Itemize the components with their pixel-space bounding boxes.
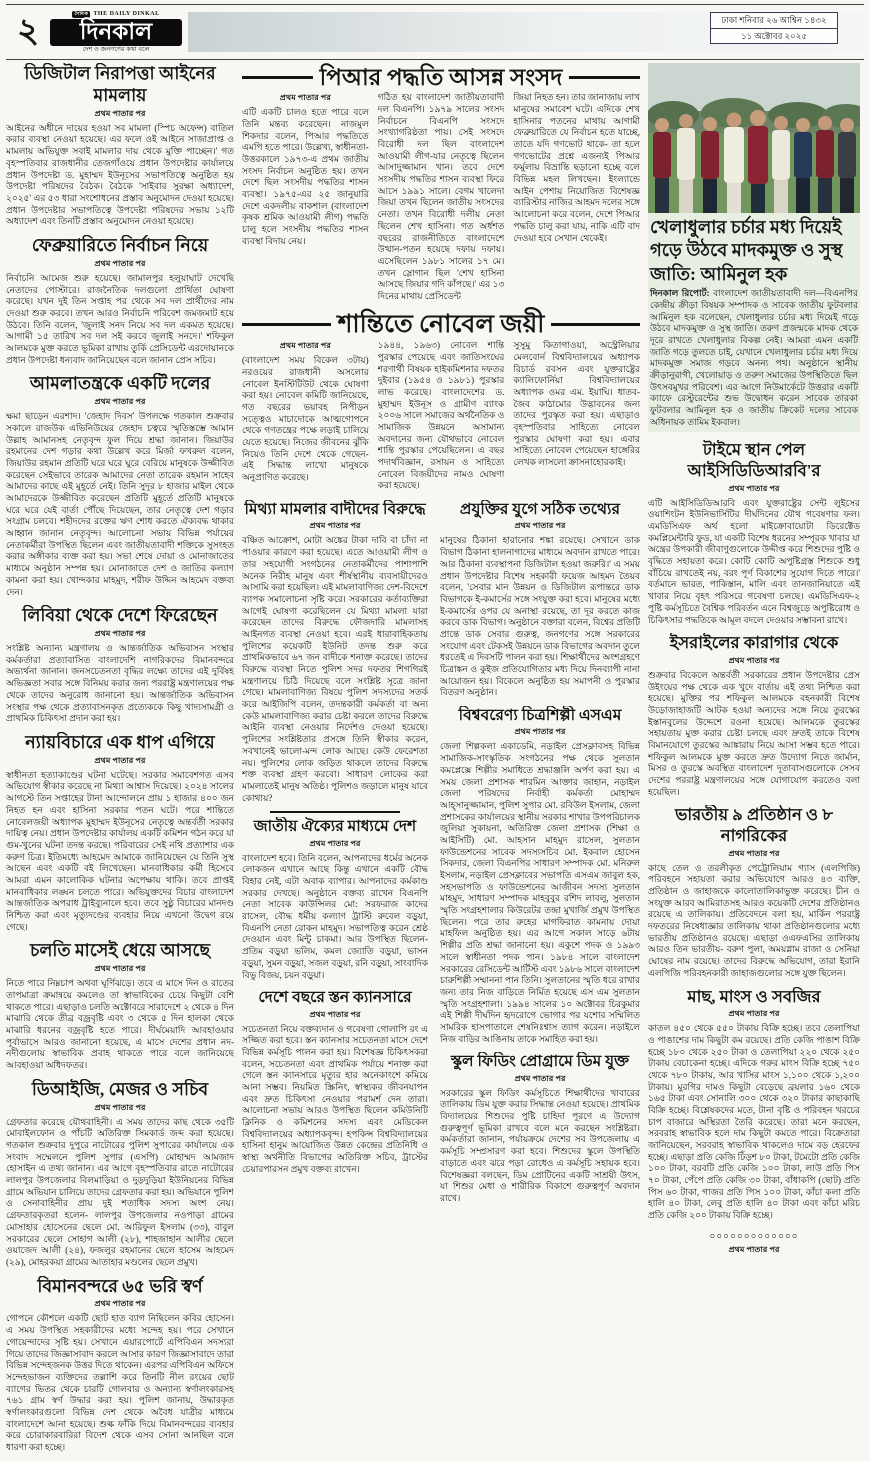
banner-headline bbox=[242, 311, 640, 339]
continued-from-page-one: প্রথম পাতার পর bbox=[309, 521, 361, 531]
column-footer bbox=[648, 1229, 860, 1257]
article-body: এটি আইসিডিডিআরবি এবং যুক্তরাষ্ট্রের সেন্ট লুইসের ওয়াশিংটন ইউনিভার্সিটির দীর্ঘদিনের যৌথ গবেষণার ফল। এমডিসিএফ অর্থ হলো মাইক্রোবায়োটা ডিরেক্টেড কমপ্লিমেন্টারি ফুড, যা একটি বিশেষ ধরনের সম্পূরক খাবার যা অন্ত্রের উপকারী জীবাণুগুলোকে উদ্দীপ্ত করে শিশুদের পুষ্টি ও বৃদ্ধিতে সহায়তা করে। কোটি কোটি অপুষ্টিগ্রস্ত শিশুকে শুধু বাঁচিয়ে রাখতেই নয়, বরং পূর্ণ বিকাশের সুযোগ দিতে পারে।' বর্তমানে ভারত, পাকিস্তান, মালি এবং তানজানিয়াতে এই খাবার নিয়ে বৃহৎ পরিসরে গবেষণা চলছে। এমডিসিএফ-২ পুষ্টি কর্মসূচিতে বৈশ্বিক পরিবর্তন এনে বিশ্বজুড়ে অপুষ্টিরোধ ও চিকিৎসার পদ্ধতিকে আমূল বদলে দেওয়ার সম্ভাবনা রাখে। bbox=[648, 497, 860, 625]
article-airport-gold bbox=[6, 1276, 234, 1454]
three-column-body bbox=[242, 340, 640, 492]
left-column bbox=[6, 63, 234, 1461]
continued-from-page-one: প্রথম পাতার পর bbox=[279, 341, 331, 351]
continued-from-page-one: প্রথম পাতার পর bbox=[94, 258, 146, 268]
article-body: বঞ্চিত আক্রোশ, মোটা অঙ্কের টাকা দাবি বা চাঁদা না পাওয়ার কারণে করা হয়েছে। এতে আওয়ামী লীগ ও তার সহযোগী সংগঠনের নেতাকর্মীদের পাশাপাশি অনেক নিরীহ মানুষ এবং শীর্ষস্থানীয় ব্যবসায়ীদেরও আসামি করা হয়েছিল। এই মামলাবাণিজ্য দেশ-বিদেশে ব্যাপক সমালোচনা সৃষ্টি করে। সরকারের কর্তাব্যক্তিরা আগেই ঘোষণা করেছিলেন যে মিথ্যা মামলা যারা করেছেন তাদের বিরুদ্ধে ফৌজদারি মামলাসহ আইনগত ব্যবস্থা নেওয়া হবে। এরই ধারাবাহিকতায় পুলিশের কয়েকটি ইউনিট তদন্ত শুরু করে প্রাথমিকভাবে ৬৭ জন বাদীকে শনাক্ত করেছে। তাদের বিরুদ্ধে ব্যবস্থা নিতে পুলিশ সদর দফতর শিগগিরই মন্ত্রণালয়ে চিঠি দিয়েছে বলে সংশ্লিষ্ট সূত্রে জানা গেছে। মামলাবাণিজ্য বিষয়ে পুলিশ সদস্যদের সতর্ক করে আইজিপি বলেন, তদন্তকারী কর্মকর্তা বা অন্য কেউ মামলাবাণিজ্য করার চেষ্টা করলে তাদের বিরুদ্ধে আইনি ব্যবস্থা নেওয়ার নির্দেশও দেওয়া হয়েছে। পুলিশের সংশ্লিষ্টতার প্রসঙ্গে তিনি স্বীকার করেন, সবখানেই ভালো-মন্দ লোক আছে। কেউ ফেরেশতা নয়। পুলিশের লোক জড়িত থাকলে তাদের বিরুদ্ধে শক্ত ব্যবস্থা গ্রহণ করবো। সাধারণ লোকের করা মামলাতেই মানুষ অতিষ্ঠ। পুলিশও জড়ালে মানুষ যাবে কোথায়? bbox=[242, 535, 428, 803]
continued-from-page-one: প্রথম পাতার পর bbox=[279, 93, 331, 103]
article-bureaucracy-party bbox=[6, 373, 234, 598]
article-headline: প্রযুক্তির যুগে সঠিক তথ্যের bbox=[459, 501, 621, 519]
article-headline: স্কুল ফিডিং প্রোগ্রামে ডিম যুক্ত bbox=[450, 1053, 630, 1071]
article-headline: ফেব্রুয়ারিতে নির্বাচন নিয়ে bbox=[31, 234, 209, 255]
three-column-body bbox=[242, 92, 640, 302]
headline-rule-right bbox=[569, 76, 640, 79]
reporter-credit: দিনকাল রিপোর্ট: bbox=[650, 288, 710, 299]
article-headline: আমলাতন্ত্রকে একটি দলের bbox=[29, 373, 211, 394]
article-headline: জাতীয় ঐক্যের মাধ্যমে দেশ bbox=[253, 818, 417, 836]
continued-from-page-one: প্রথম পাতার পর bbox=[514, 727, 566, 737]
article-dig-major-secretary bbox=[6, 1079, 234, 1269]
headline-rule-left bbox=[242, 76, 313, 79]
article-cyclone-coming bbox=[6, 940, 234, 1071]
center-left-subcolumn bbox=[242, 500, 428, 1212]
article-body: গ্রেফতার করেছে যৌথবাহিনী। এ সময় তাদের কাছ থেকে ৩৫টি মোবাইলফোন ও পাঁচটি অতিরিক্ত সিমকার্ড জব্দ করা হয়েছে। গতকাল শুক্রবার দুপুরে নাটোরের পুলিশ সুপারের কার্যালয়ে এক সংবাদ সম্মেলনে পুলিশ সুপার (এসপি) মোহাম্মদ আমজাদ হোসাইন এ তথ্য জানান। এর আগে বৃহস্পতিবার রাতে নাটোরের লালপুর উপজেলার বিলমাড়িয়া ও দুড়দুড়িয়া ইউনিয়নের বিভিন্ন গ্রামে অভিযান চালিয়ে তাদের গ্রেফতার করা হয়। অভিযানে পুলিশ ও সেনাবাহিনীর প্রায় দুই শতাধিক সদস্য অংশ নেয়। গ্রেফতারকৃতরা হলেন- লালপুর উপজেলার নওপাড়া গ্রামের মোসাহার হোসেনের ছেলে মো. আরিফুল ইসলাম (৩৩), বাবুল সরকারের ছেলে সোহাগ আলী (২৮), শাহজাহান আলীর ছেলে ওয়াজেদ আলী (২৪), ফজলুর রহমানের ছেলে হাসেম আহমেদ (২৯), মোহরকয়া গ্রামের আতাহার মণ্ডলের ছেলে প্রমুখ। bbox=[6, 1116, 234, 1267]
logo-english-line bbox=[50, 11, 182, 18]
article-returned-from-libya bbox=[6, 605, 234, 725]
article-body: কাছে তেল ও তরলীকৃত পেট্রোলিয়াম গ্যাস (এলপিজি) পরিবহনে সহায়তা করার অভিযোগে আরও ৪৩ ব্যক্তি, প্রতিষ্ঠান ও জাহাজকে কালোতালিকাভুক্ত করেছে। চীন ও সংযুক্ত আরব আমিরাতসহ আরও কয়েকটি দেশের প্রতিষ্ঠানও রয়েছে এ তালিকায়। প্রতিবেদনে বলা হয়, মার্কিন পররাষ্ট্র দফতরের নিষেধাজ্ঞার তালিকায় থাকা প্রতিষ্ঠানগুলোর মধ্যে ভারতীয় প্রতিষ্ঠানও রয়েছে। এছাড়া ওএফএসির তালিকায় আরও তিন ভারতীয়- বরুণ পুলা, অময়গ্লাম রাজা ও সেনিয়া ঘোষের নাম রয়েছে। তাদের বিরুদ্ধে অভিযোগ, তারা ইরানি এলপিজি পরিবহনকারী জাহাজগুলোর সঙ্গে যুক্ত ছিলেন। bbox=[648, 862, 860, 978]
article-headline: খেলাধুলার চর্চার মধ্য দিয়েই গড়ে উঠবে মাদকমুক্ত ও সুস্থ জাতি: আমিনুল হক bbox=[650, 217, 843, 284]
article-body-col1: এটি একটি চালও হতে পারে বলে তিনি মন্তব্য করেছেন। নাজমুল শিকদার বলেন, পিআর পদ্ধতিতে এমপি হতে পারে। উল্লেখ্য, স্বাধীনতা-উত্তরকালে ১৯৭৩-এ প্রথম জাতীয় সংসদ নির্বাচন অনুষ্ঠিত হয়। তখন দেশে ছিল সংসদীয় পদ্ধতির শাসন ব্যবস্থা। ১৯৭৫-এর ২৫ জানুয়ারি দেশে একদলীয় বাকশাল (বাংলাদেশ কৃষক শ্রমিক আওয়ামী লীগ) পদ্ধতি চালু হলে সংসদীয় পদ্ধতির শাসন ব্যবস্থা বিদায় নেয়। bbox=[242, 107, 369, 246]
article-body-col2: গঠিত হয় বাংলাদেশ জাতীয়তাবাদী দল বিএনপি। ১৯৭৯ সালের সংসদ নির্বাচনে বিএনপি সংসদে সংখ্যাগরিষ্ঠতা পায়। সেই সংসদে বিরোধী দল ছিল বাংলাদেশ আওয়ামী লীগ-যার নেতৃত্বে ছিলেন আসাদুজ্জামান খান। তবে দেশে সংসদীয় পদ্ধতির শাসন ব্যবস্থা ফিরে আসে ১৯৯১ সালে। বেগম খালেদা জিয়া তখন ছিলেন জাতীয় সংসদের নেতা। তখন বিরোধী দলীয় নেতা ছিলেন শেখ হাসিনা। গত অর্ধশত বছরের রাজনীতিতে বাংলাদেশে উত্থান-পতন হয়েছে দফায় দফায়। এসেছিলেন ১৯৮১ সালের ১৭ মে। তখন স্লোগান ছিল 'শেখ হাসিনা আসছে জিয়ার গদি কাঁপছে।' এর ১৩ দিনের মাথায় প্রেসিডেন্ট bbox=[377, 92, 505, 301]
article-body: স্বাধীনতা হত্যাকাণ্ডের ঘটনা ঘটেছে। সরকার সমাবেশগত এসব অভিযোগ স্বীকার করেছে না মিথ্যা আশ্বাস দিয়েছে। ২০২৪ সালের আগস্টে তিন সপ্তাহের টানা আন্দোলনে প্রায় ১ হাজার ৪০০ জন নিহত হন এবং হাসিনা সরকার পতন ঘটে। পরে শান্তিতে নোবেলজয়ী অধ্যাপক মুহাম্মদ ইউনূসের নেতৃত্বে অন্তর্বর্তী সরকার দায়িত্ব নেয়। প্রধান উপদেষ্টার কার্যালয় একটি কমিশন গঠন করে যা গুম-খুনের ঘটনা তদন্ত করছে। পরিবারের সেই নথি প্রত্যাশার এক করুণ চিত্র। ইতিমধ্যে আহমেদ আমাকে জানিয়েছেন যে তিনি সুস্থ আছেন এবং একটি বই লিখেছেন। মানবাধিকার কর্মী হিসেবে আমরা এমন কালোকিক ঘটনার অপেক্ষায় থাকি। তবে প্রাপ্তই মানবাধিকার লঙ্ঘন চলতে পারে। অভিযুক্তদের বিচার বাংলাদেশ আন্তর্জাতিক অপরাধ ট্রাইব্যুনালে হবে। তবে সুষ্ঠু বিচারের মানদণ্ড নিশ্চিত করা এবং মৃত্যুদণ্ডের ব্যবহার নিয়ে এখনো উদ্বেগ রয়ে গেছে। bbox=[6, 769, 234, 932]
article-body-col3: জিয়া নিহত হন। তার জানাজায় লাখ মানুষের সমাবেশ ঘটে। এদিকে শেখ হাসিনার পতনের মাথায় আগামী ফেব্রুয়ারিতে যে নির্বাচন হতে যাচ্ছে, তাতে যদি গণভোট থাকে- তা হলে গণভোটের প্রশ্নে এজন্যই পিআর ফর্মুলায় বিভ্রান্তি ছড়ানো হচ্ছে বলে বিভিন্ন মহল লিখছেন। ইংল্যান্ডে আইন পেশায় নিয়োজিত বিশেষজ্ঞ ব্যারিস্টার নাজির আহমদ দলের সঙ্গে আলোচনা করে বলেন, দেশে পিআর পদ্ধতি চালু করা যায়, নাকি এটি বাদ দেওয়া হবে সেখান থেকেই। bbox=[513, 92, 641, 243]
article-headline: লিবিয়া থেকে দেশে ফিরেছেন bbox=[22, 605, 218, 626]
article-israeli-prison-release bbox=[648, 633, 860, 798]
article-body: বাংলাদেশ জাতীয়তাবাদী দল—বিএনপির কেন্দ্রীয় ক্রীড়া বিষয়ক সম্পাদক ও সাবেক জাতীয় ফুটবলার আমিনুল হক বলেছেন, খেলাধুলার চর্চার মধ্য দিয়েই গড়ে উঠবে মাদকমুক্ত ও সুস্থ জাতি। তরুণ প্রজন্মকে মাদক থেকে দূরে রাখতে খেলাধুলার বিকল্প নেই। আমরা এমন একটি জাতি গড়ে তুলতে চাই, যেখানে খেলাধুলার চর্চার মধ্য দিয়ে মাদকমুক্ত সমাজ গড়বে অনন্য পথ। অনুষ্ঠানে স্থানীয় ক্রীড়ানুরাগী, খেলোয়াড় ও তরুণ সমাজের উপস্থিতিতে ছিল উৎসবমুখর পরিবেশ। এর আগে নিউমার্কেটে উত্তরার একটি ক্যাফে রেস্টুরেন্টের শুভ উদ্বোধন করেন সাবেক তারকা ফুটবলার আমিনুল হক ও জাতীয় ক্রিকেট দলের সাবেক অধিনায়ক তামিম ইকবাল। bbox=[650, 288, 858, 427]
continued-from-page-one: প্রথম পাতার পর bbox=[309, 1009, 361, 1019]
article-digital-security-act bbox=[6, 63, 234, 228]
article-headline: ভারতীয় ৯ প্রতিষ্ঠান ও ৮ নাগরিকের bbox=[675, 805, 833, 846]
article-false-case-plaintiffs bbox=[242, 500, 428, 804]
continued-from-page-one: প্রথম পাতার পর bbox=[728, 1009, 780, 1019]
article-body: কাতল ৪৫০ থেকে ৫৫০ টাকায় বিক্রি হচ্ছে। তবে তেলাপিয়া ও পাঙাশের দাম কিছুটা কম রয়েছে। প্রতি কেজি পাঙাশ বিক্রি হচ্ছে ১৮০ থেকে ২৫০ টাকা ও তেলাপিয়া ২২০ থেকে ২৫০ টাকায় বেচাকেনা হচ্ছে। এদিকে গরুর মাংস বিক্রি হচ্ছে ৭৫০ থেকে ৭৮০ টাকায়, আর খাসির মাংস ১,১০০ থেকে ১,২০০ টাকায়। মুরগির দামও কিছুটা বেড়েছে ব্রয়লার ১৬০ থেকে ১৬৫ টাকা এবং সোনালি ৩০০ থেকে ৩২০ টাকার কাছাকাছি বিক্রি হচ্ছে। বিশ্লেষকদের মতে, টানা বৃষ্টি ও পরিবহন খরচের চাপ বাজারে অস্থিরতা তৈরি করেছে। তারা মনে করছেন, সরবরাহ স্বাভাবিক হলে দাম কিছুটা কমতে পারে। বিক্রেতারা জানিয়েছেন, সরবরাহ স্বাভাবিক থাকলেও দামে বড় হেরফের হচ্ছে। এছাড়া প্রতি কেজি ঢিঁড়শ ৮০ টাকা, টমেটো প্রতি কেজি ১০০ টাকা, বরবটি প্রতি কেজি ১০০ টাকা, লাউ প্রতি পিস ৭০ টাকা, পেঁপে প্রতি কেজি ৩০ টাকা, বাঁধাকপি (ছোট) প্রতি পিস ৬০ টাকা, গাজর প্রতি পিস ১০০ টাকা, কাঁচা কলা প্রতি হালি ৪০ টাকা, লেবু প্রতি হালি ৪০ টাকা এবং কাঁচা মরিচ প্রতি কেজি ২০০ টাকায় বিক্রি হচ্ছে। bbox=[648, 1023, 860, 1221]
article-body: সংশ্লিষ্ট অন্যান্য মন্ত্রণালয় ও আন্তর্জাতিক অভিবাসন সংস্থার কর্মকর্তারা প্রত্যাবাসিত বাংলাদেশি নাগরিকদের বিমানবন্দরে অভ্যর্থনা জানান। জনসচেতনতা বৃদ্ধির লক্ষ্যে তাদের এই দুর্বিষহ অভিজ্ঞতা সবার সঙ্গে বিনিময় করার জন্য পররাষ্ট্র মন্ত্রণালয়ের পক্ষ থেকে তাদের অনুরোধ জানানো হয়। আন্তর্জাতিক অভিবাসন সংস্থার পক্ষ থেকে প্রত্যাবাসনকৃত প্রত্যেককে কিছু খাদ্যসামগ্রী ও প্রাথমিক চিকিৎসা প্রদান করা হয়। bbox=[6, 643, 234, 724]
article-artist-sm-sultan bbox=[440, 706, 640, 1045]
headline-rule-left bbox=[242, 323, 331, 326]
article-body: জেলা শিল্পকলা একাডেমি, নড়াইল প্রেসক্লাবসহ বিভিন্ন সামাজিক-সাংস্কৃতিক সংগঠনের পক্ষ থেকে সুলতান কমপ্লেক্সে শিল্পীর সমাধিতে শ্রদ্ধাঞ্জলি অর্পণ করা হয়। এ সময় জেলা প্রশাসক শারমিন আক্তার জাহান, নড়াইল জেলা পরিষদের নির্বাহী কর্মকর্তা মোহাম্মদ আহ্সানুজ্জামান, পুলিশ সুপার মো. রবিউল ইসলাম, জেলা প্রশাসকের কার্যালয়ের স্থানীয় সরকার শাখার উপপরিচালক জুলিয়া সুকায়না, অতিরিক্ত জেলা প্রশাসক (শিক্ষা ও আইসিটি) মো. আহসান মাহমুদ রাসেল, সুলতান ফাউন্ডেশনের সাবেক সদস্যসচিব মো. ইকবাল হোসেন সিকদার, জেলা বিএনপির সাধারণ সম্পাদক মো. মনিরুল ইসলাম, নড়াইল প্রেসক্লাবের সভাপতি এসএম জাবুল হক, সহসভাপতি ও ফাউন্ডেশনের আজীবন সদস্য সুলতান মাহমুদ, সাধারণ সম্পাদক মাহবুবুর রশিদ লাবলু, সুলতান স্মৃতি সংগ্রহশালার কিউরেটর তন্দ্রা মুখার্জি প্রমুখ উপস্থিত ছিলেন। পরে তার রুহের মাগফিরাত কামনায় দোয়া মাহফিল অনুষ্ঠিত হয়। এর আগে সকাল সাড়ে ৬টায় শিল্পীর প্রতি শ্রদ্ধা জানানো হয়। একুশে পদক ও ১৯৯৩ সালে স্বাধীনতা পদক পান। ১৯৮৪ সালে বাংলাদেশ সরকারের রেসিডেন্ট আর্টিস্ট এবং ১৯৮৬ সালে বাংলাদেশ চারুশিল্পী সম্মাননা পান তিনি। সুলতানের স্মৃতি ধরে রাখার জন্য তার নিজ বাড়িতে নির্মিত হয়েছে এস এম সুলতান স্মৃতি সংগ্রহশালা। ১৯৯৪ সালের ১০ অক্টোবর চিরকুমার এই শিল্পী দীর্ঘদিন হৃদরোগে ভোগার পর যশোর সম্মিলিত সামরিক হাসপাতালে শেষনিঃশ্বাস ত্যাগ করেন। নড়াইলে নিজ বাড়ির আঙিনায় তাকে সমাহিত করা হয়। bbox=[440, 741, 640, 1044]
page-number: ২ bbox=[16, 13, 40, 50]
center-right-subcolumn bbox=[440, 500, 640, 1212]
continued-from-page-one: প্রথম পাতার পর bbox=[514, 521, 566, 531]
newspaper-logo bbox=[50, 11, 182, 54]
daily-badge: দৈনিক bbox=[74, 11, 89, 17]
continued-from-page-one: প্রথম পাতার পর bbox=[728, 1244, 780, 1254]
article-headline: শান্তিতে নোবেল জয়ী bbox=[337, 310, 545, 338]
article-headline: বিমানবন্দরে ৬৫ ভরি স্বর্ণ bbox=[37, 1275, 203, 1296]
article-body: বাংলাদেশ হবে। তিনি বলেন, আপনাদের ধর্মের অনেক লোকজন এখানে আছে কিন্তু এখানে একটি বৌদ্ধ বিহার নেই, এটা অবাক ব্যাপার। আপনাদের কর্মকাণ্ড সরকার দেখছে। অনুষ্ঠানে বক্তব্য রাখেন বিএনপি নেতা সাবেক কাউন্সিলর মো: সরফরাজ কাদের রাসেল, বৌদ্ধ ধর্মীয় কল্যাণ ট্রাস্টি রুবেল বড়ুয়া, বিএনপি নেতা রোকন মাহমুদ। সভাপতিত্ব করেন শ্রেষ্ঠ দেওয়ান এবং মিন্টু চাকমা। আর উপস্থিত ছিলেন- প্রতিম বড়ুয়া ভলিম, কমল জ্যোতি বড়ুয়া, ভাসন বড়ুয়া, সুমন বড়ুয়া, সজল বড়ুয়া, রনি বড়ুয়া, সাংবাদিক বিভু বিজয়, চয়ন বড়ুয়া। bbox=[242, 852, 428, 980]
article-body-col3: সুসুমু কিতাগাওয়া, অস্ট্রেলিয়ার মেলবোর্ন বিশ্ববিদ্যালয়ের অধ্যাপক রিচার্ড রবসন এবং যুক্তরাষ্ট্রের ক্যালিফোর্নিয়া বিশ্ববিদ্যালয়ের অধ্যাপক ওমর এম. ইয়াঘি। ধাতব-জৈব কাঠামোর উদ্ভাবনের জন্য তাদের পুরস্কৃত করা হয়। এছাড়াও বৃহস্পতিবার সাহিত্যে নোবেল পুরস্কার ঘোষণা করা হয়। এবার সাহিত্যে নোবেল পেয়েছেন হাঙ্গেরির লেখক লাসলো ক্রাসনাহোরকাই। bbox=[513, 340, 641, 468]
article-headline: পিআর পদ্ধতি আসন্ন সংসদ bbox=[319, 65, 563, 90]
continued-from-page-one: প্রথম পাতার পর bbox=[94, 755, 146, 765]
article-headline: মিথ্যা মামলার বাদীদের বিরুদ্ধে bbox=[244, 501, 426, 519]
article-justice-step-forward bbox=[6, 732, 234, 934]
masthead bbox=[6, 4, 864, 60]
article-body-col1: (বাংলাদেশ সময় বিকেল ৩টায়) নরওয়ের রাজধানী অসলোর নোবেল ইনস্টিটিউট থেকে ঘোষণা করা হয়। নোবেল কমিটি জানিয়েছে, গত বছরের ভয়াবহ নিপীড়ন সত্ত্বেও মাচাদোকে আত্মগোপনে থেকে গণতন্ত্রের পক্ষে লড়াই চালিয়ে যেতে হয়েছে। নিজের জীবনের ঝুঁকি নিয়েও তিনি দেশে থেকে গেছেন- এই সিদ্ধান্ত লাখো মানুষকে অনুপ্রাণিত করেছে। bbox=[242, 355, 369, 483]
continued-from-page-one: প্রথম পাতার পর bbox=[728, 848, 780, 858]
article-body: মানুষের ঠিকানা হারানোর শঙ্কা রয়েছে। সেখানে ডাক বিভাগ ঠিকানা হালনাগাদের মাধ্যমে অবদান রাখতে পারে। আর ঠিকানা ব্যবস্থাপনা ডিজিটাল হওয়া জরুরি।' এ সময় প্রধান উপদেষ্টার বিশেষ সহকারী ফয়েজ আহমদ তৈয়ব বলেন, 'সেবার মান উন্নয়ন ও ডিজিটাল রূপান্তরে ডাক বিভাগকে ই-কমার্সের সঙ্গে সংযুক্ত করা হবে। মানুষের মধ্যে ই-কমার্সের ওপর যে অনাস্থা রয়েছে, তা দূর করতে কাজ করবে ডাক বিভাগ। অনুষ্ঠানে বক্তারা বলেন, বিশ্বের প্রতিটি প্রান্তে ডাক সেবার গুরুত্ব, জনগণের সঙ্গে সরকারের সংযোগ এবং টেকসই উন্নয়নে ডাক বিভাগের অবদান তুলে ধরতেই এ দিবসটি পালন করা হয়। শিক্ষার্থীদের অংশগ্রহণে চিত্রাঙ্কন ও কুইজ প্রতিযোগিতার মধ্য দিয়ে দিনব্যাপী নানা আয়োজন হয়। বিকেলে অনুষ্ঠিত হয় সমাপনী ও পুরস্কার বিতরণ অনুষ্ঠান। bbox=[440, 535, 640, 698]
continued-from-page-one: প্রথম পাতার পর bbox=[728, 655, 780, 665]
continued-from-page-one: প্রথম পাতার পর bbox=[94, 1102, 146, 1112]
center-section bbox=[242, 63, 640, 1461]
continued-from-page-one: প্রথম পাতার পর bbox=[94, 397, 146, 407]
continued-from-page-one: প্রথম পাতার পর bbox=[94, 108, 146, 118]
article-indian-sanctions bbox=[648, 805, 860, 979]
article-body: আইনের অধীনে দায়ের হওয়া সব মামলা (স্পিচ অফেন্স) বাতিল করার ব্যবস্থা নেওয়া হয়েছে। এর ফলে ওই আইনে সাজাপ্রাপ্ত ও মামলায় অভিযুক্ত সবাই মামলার দায় থেকে মুক্তি পাচ্ছেন।' গত বৃহস্পতিবার রাজধানীর তেজগাঁওয়ে প্রধান উপদেষ্টার কার্যালয়ে প্রধান উপদেষ্টা ড. মুহাম্মদ ইউনূসের সভাপতিত্বে অনুষ্ঠিত হয় উপদেষ্টা পরিষদের বৈঠক। বৈঠকে 'সাইবার সুরক্ষা অধ্যাদেশ, ২০২৫' এর ৫৩ ধারা সংশোধনের প্রস্তাব অনুমোদন দেওয়া হয়েছে। প্রধান উপদেষ্টার সভাপতিত্বে উপদেষ্টা পরিষদের সভায় ১২টি অধ্যাদেশ এবং তিনটি প্রস্তাব অনুমোদন নেওয়া হয়েছে। bbox=[6, 122, 234, 227]
article-body: শুক্রবার বিকেলে অন্তর্বর্তী সরকারের প্রধান উপদেষ্টার প্রেস উইংয়ের পক্ষ থেকে এক খুদে বার্তায় এই তথ্য নিশ্চিত করা হয়েছে। মুক্তির পর শফিকুল আলমকে বহনকারী বিশেষ উড়োজাহাজটি আটক হওয়া অন্যদের সঙ্গে নিয়ে তুরস্কের ইস্তানবুলের উদ্দেশে রওনা হয়েছে। আলমকে তুরস্কের সহায়তায় মুক্ত করার চেষ্টা চলছে এবং দ্রুতই তাকে বিশেষ বিমানযোগে তুরস্কের আঙ্কারায় নিয়ে আসা সম্ভব হতে পারে। শফিকুল আলমকে মুক্ত করতে দ্রুত উদ্যোগ নিতে জার্মান, মিসর ও তুরস্কে অবস্থিত বাংলাদেশ দূতাবাসগুলোকে সেসব দেশের পররাষ্ট্র মন্ত্রণালয়ের সঙ্গে যোগাযোগ করতেও বলা হয়েছিল। bbox=[648, 669, 860, 797]
article-headline: বিশ্ববরেণ্য চিত্রশিল্পী এসএম bbox=[458, 707, 622, 725]
gregorian-date: ১১ অক্টোবর ২০২৫ bbox=[741, 30, 807, 41]
article-body: নির্বাচনি আমেজ শুরু হয়েছে। জামালপুর হলুয়াঘাট দেখেছি নেতাদের পোস্টারে। রাজনৈতিক দলগুলো প্রার্থিতা ঘোষণা করেছে। যখন দুই তিন সপ্তাহ পর থেকে সব দল প্রার্থীদের নাম দেওয়া শুরু করবে। তখন আরও নির্বাচনি পরিবেশ জমজমাট হয়ে উঠবে। তিনি বলেন, 'জুলাই সনদ নিয়ে সব দল একমত হয়েছে। আগামী ১৫ তারিখ সব দল সই করবে জুলাই সনদে।' শফিকুল আলমকে মুক্ত করতে ভূমিকা রাখায় তুর্কি প্রেসিডেন্ট এরদোয়ানকে প্রধান উপদেষ্টা ধন্যবাদ জানিয়েছেন বলে জানান প্রেস সচিব। bbox=[6, 272, 234, 365]
article-fish-meat-vegetable-prices bbox=[648, 987, 860, 1222]
article-headline: টাইমে স্থান পেল আইসিডিডিআরবি'র bbox=[687, 440, 821, 481]
continued-from-page-one: প্রথম পাতার পর bbox=[728, 483, 780, 493]
continued-from-page-one: প্রথম পাতার পর bbox=[514, 1073, 566, 1083]
headline-rule-right bbox=[551, 323, 640, 326]
logo-bengali-name: দিনকাল bbox=[50, 19, 182, 46]
article-body: নিতে পারে নিম্নচাপ অথবা ঘূর্ণিঝড়ে। তবে এ মাসে দিন ও রাতের তাপমাত্রা ক্রমান্বয়ে কমলেও তা স্বাভাবিকের চেয়ে কিছুটা বেশি থাকতে পারে। এছাড়াও চলতি অক্টোবরে সারাদেশে ২ থেকে ৪ দিন মাঝারি থেকে তীব্র বজ্রবৃষ্টি এবং ৩ থেকে ৫ দিন হালকা থেকে মাঝারি ধরনের বজ্রবৃষ্টি হতে পারে। দীর্ঘমেয়াদি আবহাওয়ার পূর্বাভাসে আরও জানানো হয়েছে, এ মাসে দেশের প্রধান নদ-নদীগুলোয় স্বাভাবিক প্রবাহ থাকতে পারে বলে জানিয়েছে আবহাওয়া অধিদফতর। bbox=[6, 978, 234, 1071]
date-box bbox=[710, 12, 838, 44]
article-headline: ডিজিটাল নিরাপত্তা আইনের মামলায় bbox=[24, 63, 216, 105]
banner-headline bbox=[242, 65, 640, 90]
article-headline: চলতি মাসেই ধেয়ে আসছে bbox=[29, 940, 211, 961]
article-national-unity bbox=[242, 817, 428, 981]
bengali-calendar-date: ঢাকা শনিবার ২৬ আশ্বিন ১৪৩২ bbox=[711, 13, 837, 29]
article-headline: মাছ, মাংস ও সবজির bbox=[687, 986, 821, 1006]
article-february-election bbox=[6, 235, 234, 366]
article-sports-aminul-huq bbox=[648, 63, 860, 432]
article-school-feeding-eggs bbox=[440, 1052, 640, 1204]
article-headline: ইসরাইলের কারাগার থেকে bbox=[669, 633, 839, 653]
article-breast-cancer bbox=[242, 988, 428, 1175]
article-body: সচেতনতা নিয়ে বক্তব্যদান ও গবেষণা গোলাপি রং এ সজ্জিত করা হবে। স্তন ক্যানসার সচেতনতা মাসে দেশে বিভিন্ন কর্মসূচি পালন করা হয়। বিশেষজ্ঞ চিকিৎসকরা বলেন, সচেতনতা এবং প্রাথমিক পর্যায়ে শনাক্ত করা গেলে স্তন ক্যানসারে মৃত্যুর হার অনেকাংশে কমিয়ে আনা সম্ভব। নিয়মিত স্ক্রিনিং, স্বাস্থ্যকর জীবনযাপন এবং দ্রুত চিকিৎসা নেওয়ার পরামর্শ দেন তারা। আলোচনা সভায় আরও উপস্থিত ছিলেন কমিউনিটি ক্লিনিক ও কমিশনের সদস্য এবং মেডিকেল বিশ্ববিদ্যালয়ের অধ্যাপকবৃন্দ। হপকিন্স বিশ্ববিদ্যালয়ের হাসিনা হানুম আয়োজিত উন্নত কেন্দ্রের প্রতিনিধি ও স্বাস্থ্য অর্থনীতি বিভাগের অতিরিক্ত সচিব, ট্রাস্টের চেয়ারপারসন প্রমুখ বক্তব্য রাখেন। bbox=[242, 1023, 428, 1174]
article-nobel-peace-winner bbox=[242, 311, 640, 492]
article-headline: ডিআইজি, মেজর ও সচিব bbox=[31, 1078, 209, 1099]
logo-english-name: THE DAILY DINKAL bbox=[93, 11, 160, 18]
section-divider bbox=[270, 811, 400, 813]
article-correct-information-age bbox=[440, 500, 640, 699]
article-headline: ন্যায়বিচারে এক ধাপ এগিয়ে bbox=[25, 731, 215, 752]
continued-from-page-one: প্রথম পাতার পর bbox=[94, 629, 146, 639]
article-body: গোপনে কৌশলে একটি ছোট হাত ব্যাগ নিছিলেন কবির হোসেন। এ সময় উপস্থিত সহকারীদের মধ্যে সন্দেহ হয়। পরে সেখানে গোয়েন্দাদের সৃষ্টি হয়। সেখানে এয়ারপোর্টে এপিবিএন সদস্যরা গিয়ে তাদের জিজ্ঞাসাবাদ করলে আসার কারণ জিজ্ঞাসাবাদে তারা বিভিন্ন সন্দেহজনক উত্তর দিতে থাকেন। এরপর এপিবিএন অফিসে সন্দেহভাজন ব্যক্তিদের তল্লাশি করে তিনটি নীল রংয়ের ছোট ব্যাগের ভিতর থেকে চারটি গোলবার ও অন্যান্য স্বর্ণালংকারসহ ৭৬১ গ্রাম স্বর্ণ উদ্ধার করা হয়। পুলিশ জানায়, উদ্ধারকৃত স্বর্ণালংকারগুলো বিভিন্ন দেশ থেকে অবৈধ যাত্রীর মাধ্যমে বাংলাদেশে আনা হয়েছে। শুল্ক ফাঁকি দিয়ে বিমানবন্দরের ব্যবহার করে চোরাকারবারিরা বিদেশ থেকে এসব সোনা আনছিল বলে ধারণা করা হচ্ছে। bbox=[6, 1313, 234, 1452]
continued-from-page-one: প্রথম পাতার পর bbox=[94, 964, 146, 974]
right-column bbox=[648, 63, 860, 1461]
article-body-col2: ১৯৪৪, ১৯৬৩) নোবেল শান্তি পুরস্কার পেয়েছে এবং জাতিসংঘের শরণার্থী বিষয়ক হাইকমিশনার দফতর দুইবার (১৯৫৪ ও ১৯৮১) পুরস্কার লাভ করেছে। বাংলাদেশের ড. মুহাম্মদ ইউনূস ও গ্রামীণ ব্যাংক ২০০৬ সালে সমাজের অর্থনৈতিক ও সামাজিক উন্নয়নে অসামান্য অবদানের জন্য যৌথভাবে নোবেল শান্তি পুরস্কার পেয়েছিলেন। এ বছর পদার্থবিজ্ঞান, রসায়ন ও সাহিত্যে নোবেল বিজয়ীদের নামও ঘোষণা করা হয়েছে। bbox=[377, 340, 505, 491]
logo-tagline: দেশ ও জনগণের কথা বলে bbox=[82, 45, 150, 53]
center-sub-columns bbox=[242, 500, 640, 1212]
continued-from-page-one: প্রথম পাতার পর bbox=[309, 838, 361, 848]
article-time-icddrb bbox=[648, 440, 860, 626]
page-content bbox=[6, 63, 864, 1461]
continued-from-page-one: প্রথম পাতার পর bbox=[94, 1299, 146, 1309]
article-body: সরকারের স্কুল ফিডিং কর্মসূচিতে শিক্ষার্থীদের খাবারের তালিকায় ডিম যুক্ত করার সিদ্ধান্ত নেওয়া হয়েছে। প্রাথমিক বিদ্যালয়ের শিশুদের পুষ্টি চাহিদা পূরণে এ উদ্যোগ গুরুত্বপূর্ণ ভূমিকা রাখবে বলে মনে করছেন সংশ্লিষ্টরা। কর্মকর্তারা জানান, পর্যায়ক্রমে দেশের সব উপজেলায় এ কর্মসূচি সম্প্রসারণ করা হবে। শিশুদের স্কুলে উপস্থিতি বাড়াতে এবং ঝরে পড়া রোধেও এ কর্মসূচি সহায়ক হবে। বিশেষজ্ঞরা বলছেন, ডিম প্রোটিনের একটি সাশ্রয়ী উৎস, যা শিশুর মেধা ও শারীরিক বিকাশে গুরুত্বপূর্ণ অবদান রাখে। bbox=[440, 1087, 640, 1203]
group-photo bbox=[648, 63, 860, 213]
article-body: ক্ষমা ছাড়েন এরশাদ। 'জেহাদ দিবস' উপলক্ষে গতকাল শুক্রবার সকালে রাজউক এভিনিউয়ের জেহাদ চত্বরে স্মৃতিস্তম্ভে আমান উল্লাহ আমানসহ নেতৃবৃন্দ ফুল দিয়ে শ্রদ্ধা জানান। জিয়াউর রহমানের দেশ গড়ার কথা উল্লেখ করে মির্জা ফখরুল বলেন, জিয়াউর রহমান প্রতিটি ঘরে ঘরে ঘুরে বেরিয়ে মানুষকে উজ্জীবিত করেছেন সেইভাবে তারেক আমাদের নেতা তারেক রহমান সাহেব আমাদের কাছে এই মুহূর্তে নেই। তিনি সুদূর ৮ হাজার মাইল থেকে আমাদেরকে উজ্জীবিত করেছেন প্রতিটি মুহূর্তে প্রতিটি মানুষকে ঘরে ঘরে যেই বার্তা পৌঁছে দিয়েছেন, তার নেতৃত্বে দেশ গড়ার সংগ্রাম চলবে। শহীদদের রক্তের ঋণ শোধ করতে ঐক্যবদ্ধ থাকার আহ্বান জানান নেতৃবৃন্দ। আলোচনা সভায় বিভিন্ন পর্যায়ের নেতাকর্মীরা উপস্থিত ছিলেন এবং জাতীয়তাবাদী শক্তিকে সুসংহত করার অঙ্গীকার ব্যক্ত করা হয়। সভা শেষে দোয়া ও মোনাজাতের মাধ্যমে অনুষ্ঠান সম্পন্ন হয়। মোনাজাতে দেশ ও জাতির কল্যাণ কামনা করা হয়। খোন্দকার মাহমুদ, শরীফ উদ্দিন আহমেদ বক্তব্য দেন। bbox=[6, 411, 234, 597]
filler-zeros: ০০০০০০০০০০০০০ bbox=[709, 1230, 799, 1241]
article-headline: দেশে বছরে স্তন ক্যানসারে bbox=[258, 989, 412, 1007]
article-pr-system-parliament bbox=[242, 65, 640, 303]
